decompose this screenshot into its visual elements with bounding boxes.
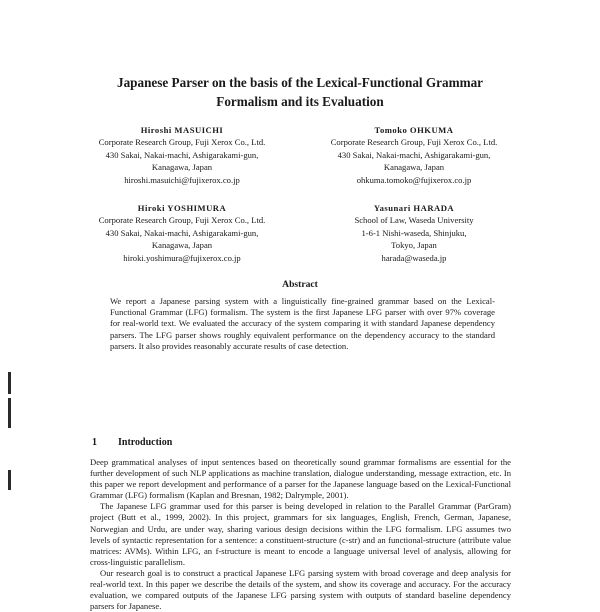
- section-title: Introduction: [118, 437, 173, 448]
- author-affiliation: Corporate Research Group, Fuji Xerox Co., Ltd.: [330, 137, 498, 148]
- author-address: Kanagawa, Japan: [151, 240, 213, 251]
- author-block: [72, 124, 292, 186]
- section-body: [90, 457, 511, 612]
- author-address: Tokyo, Japan: [391, 240, 437, 251]
- section-heading: [92, 437, 172, 448]
- author-affiliation: Corporate Research Group, Fuji Xerox Co., Ltd.: [98, 137, 266, 148]
- author-block: [304, 202, 524, 264]
- author-block: [304, 124, 524, 186]
- abstract-heading: Abstract: [282, 279, 318, 290]
- author-address: Kanagawa, Japan: [383, 162, 445, 173]
- margin-mark: [8, 398, 11, 428]
- author-address: 430 Sakai, Nakai-machi, Ashigarakami-gun,: [105, 227, 259, 238]
- author-name: Hiroshi MASUICHI: [140, 125, 224, 135]
- author-affiliation: School of Law, Waseda University: [354, 215, 474, 226]
- margin-mark: [8, 470, 11, 490]
- section-number: 1: [92, 437, 97, 448]
- author-email[interactable]: hiroshi.masuichi@fujixerox.co.jp: [124, 174, 240, 185]
- author-name: Hiroki YOSHIMURA: [137, 203, 227, 213]
- author-address: 430 Sakai, Nakai-machi, Ashigarakami-gun,: [337, 149, 491, 160]
- paper-title-line: Japanese Parser on the basis of the Lexical-Functional Grammar: [116, 75, 484, 90]
- author-email[interactable]: harada@waseda.jp: [381, 252, 447, 263]
- author-name: Yasunari HARADA: [373, 203, 455, 213]
- abstract-text: We report a Japanese parsing system with a linguistically fine-grained grammar based on the Lexical-Functional Grammar (LFG) formalism. The system is the first Japanese LFG parser with over 97% coverage for real-world text. We evaluated the accuracy of the system comparing it with standard Japanese dependency parsers. The LFG parser shows roughly equivalent performance on the dependency accuracy to the standard parsers. It also provides reasonably accurate results of case detection.: [110, 296, 495, 351]
- author-email[interactable]: hiroki.yoshimura@fujixerox.co.jp: [123, 252, 241, 263]
- paper-title: [40, 73, 560, 111]
- author-name: Tomoko OHKUMA: [374, 125, 454, 135]
- paragraph: The Japanese LFG grammar used for this parser is being developed in relation to the Parallel Grammar (ParGram) project (Butt et al., 1999, 2002). In this project, grammars for six languages, English, French, German, Japanese, Norwegian and Urdu, are under way, sharing various design decisions within the LFG formalism. LFG assumes two levels of syntactic representation for a sentence: a constituent-structure (c-str) and an functional-structure (attribute value matrices: AVMs). Within LFG, an f-structure is meant to encode a language universal level of analysis, allowing for cross-linguistic parallelism.: [90, 501, 511, 567]
- author-block: [72, 202, 292, 264]
- author-affiliation: Corporate Research Group, Fuji Xerox Co., Ltd.: [98, 215, 266, 226]
- author-email[interactable]: ohkuma.tomoko@fujixerox.co.jp: [356, 174, 472, 185]
- author-address: Kanagawa, Japan: [151, 162, 213, 173]
- author-address: 1-6-1 Nishi-waseda, Shinjuku,: [361, 227, 467, 238]
- author-address: 430 Sakai, Nakai-machi, Ashigarakami-gun,: [105, 149, 259, 160]
- paragraph: Deep grammatical analyses of input sentences based on theoretically sound grammar formalisms are essential for the further development of such NLP applications as machine translation, dialogue understanding, message extraction, etc. In this paper we report development and performance of a parser for the Japanese language based on the Lexical-Functional Grammar (LFG) formalism (Kaplan and Bresnan, 1982; Dalrymple, 2001).: [90, 457, 511, 501]
- margin-mark: [8, 372, 11, 394]
- paragraph: Our research goal is to construct a practical Japanese LFG parsing system with broad coverage and deep analysis for real-world text. In this paper we describe the details of the system, and show its coverage and accuracy. For the accuracy evaluation, we compared outputs of the Japanese LFG parsing system with outputs of standard baseline dependency parsers for Japanese.: [90, 567, 511, 612]
- paper-title-line: Formalism and its Evaluation: [216, 94, 384, 109]
